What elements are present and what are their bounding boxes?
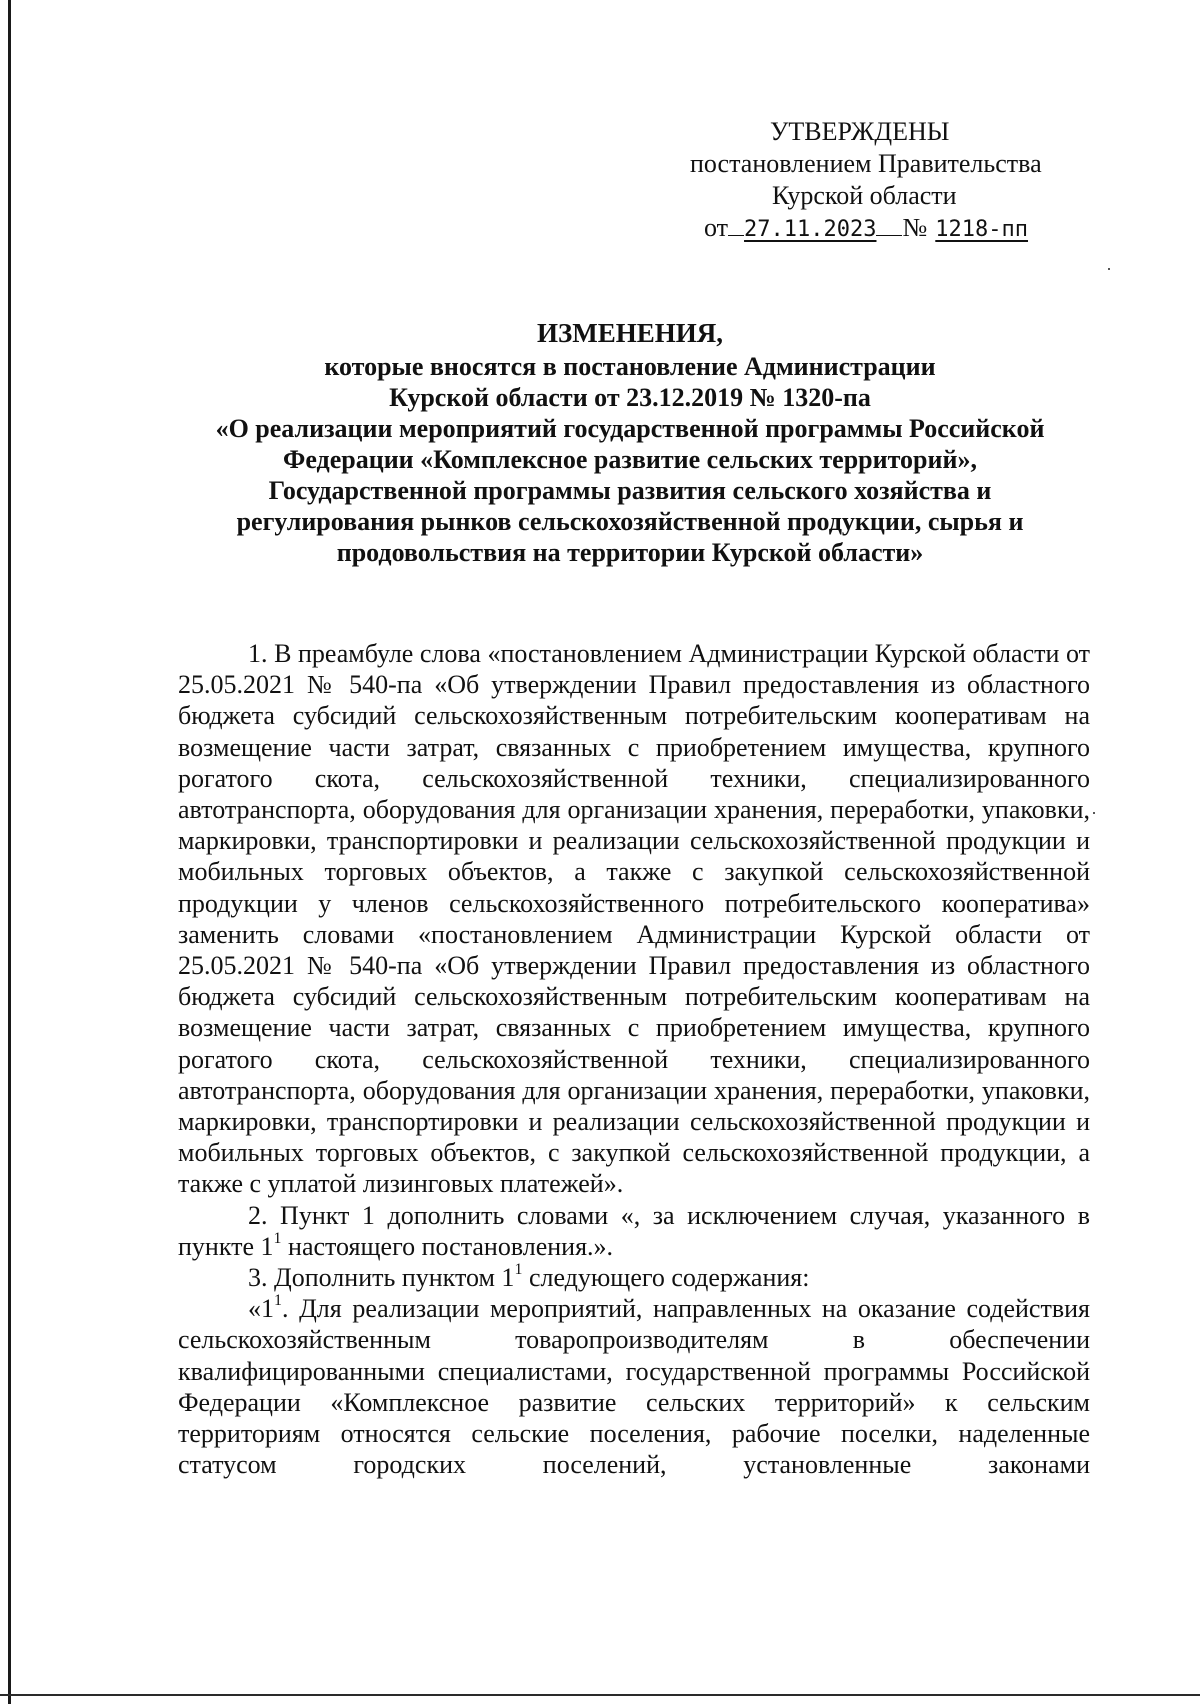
title-line: Государственной программы развития сельского хозяйства и [268, 476, 992, 505]
title-line: которые вносятся в постановление Администрации [324, 352, 936, 381]
title-line: Курской области от 23.12.2019 № 1320-па [389, 383, 871, 412]
title-line: «О реализации мероприятий государственной программы Российской [215, 414, 1045, 443]
paragraph-1: 1. В преамбуле слова «постановлением Администрации Курской области от 25.05.2021 № 540-па «Об утверждении Правил предоставления из областного бюджета субсидий сельскохозяйственным потребительским кооперативам на возмещение части затрат, связанных с приобретением имущества, крупного рогатого скота, сельскохозяйственной техники, специализированного автотранспорта, оборудования для организации хранения, переработки, упаковки, маркировки, транспортировки и реализации сельскохозяйственной продукции и мобильных торговых объектов, а также с закупкой сельскохозяйственной продукции у членов сельскохозяйственного потребительского кооператива» заменить словами «постановлением Администрации Курской области от 25.05.2021 № 540-па «Об утверждении Правил предоставления из областного бюджета субсидий сельскохозяйственным потребительским кооперативам на возмещение части затрат, связанных с приобретением имущества, крупного рогатого скота, сельскохозяйственной техники, специализированного автотранспорта, оборудования для организации хранения, переработки, упаковки, маркировки, транспортировки и реализации сельскохозяйственной продукции и мобильных торговых объектов, с закупкой сельскохозяйственной продукции, а также с уплатой лизинговых платежей». [178, 639, 1090, 1199]
scan-border-left [8, 0, 11, 1704]
approval-issuer: постановлением Правительства [690, 149, 1042, 178]
scan-border-bottom [0, 1694, 1200, 1696]
title-line: регулирования рынков сельскохозяйственной продукции, сырья и [236, 507, 1024, 536]
paragraph-2-text-end: настоящего постановления.». [281, 1231, 614, 1261]
title-line: продовольствия на территории Курской области» [336, 538, 924, 567]
paragraph-2 [178, 1200, 1090, 1262]
paragraph-3-text-end: следующего содержания: [522, 1263, 810, 1293]
paragraph-3 [178, 1262, 1090, 1293]
underline-gap [876, 215, 902, 236]
title-line: Федерации «Комплексное развитие сельских территорий», [283, 445, 977, 474]
approval-from-label: от [704, 213, 729, 242]
approval-heading: УТВЕРЖДЕНЫ [770, 117, 950, 146]
document-body [178, 638, 1090, 1480]
paragraph-4 [178, 1293, 1090, 1480]
approval-number: 1218-пп [935, 217, 1029, 242]
superscript: 1 [273, 1229, 282, 1247]
paragraph-3-text: 3. Дополнить пунктом 1 [248, 1263, 515, 1293]
superscript: 1 [514, 1261, 523, 1279]
superscript: 1 [274, 1292, 282, 1310]
title-main: ИЗМЕНЕНИЯ, [536, 318, 723, 348]
scan-speck [1093, 812, 1095, 814]
paragraph-2-text: 2. Пункт 1 дополнить словами «, за исключением случая, указанного в пункте 1 [178, 1200, 1090, 1261]
paragraph-4-text: «1 [248, 1294, 274, 1324]
paragraph-4-text-end: . Для реализации мероприятий, направленных на оказание содействия сельскохозяйственным товаропроизводителям в обеспечении квалифицированными специалистами, государственной программы Российской Федерации «Комплексное развитие сельских территорий» к сельским территориям относятся сельские поселения, рабочие поселки, наделенные статусом городских поселений, установленные законами [178, 1294, 1090, 1480]
approval-date: 27.11.2023 [744, 217, 877, 242]
document-title [170, 318, 1090, 568]
scan-speck [1108, 268, 1110, 270]
approval-block [690, 116, 1090, 246]
approval-date-number [690, 212, 1090, 246]
underline-gap [728, 215, 744, 236]
approval-region: Курской области [772, 181, 957, 210]
approval-number-label: № [902, 213, 928, 242]
